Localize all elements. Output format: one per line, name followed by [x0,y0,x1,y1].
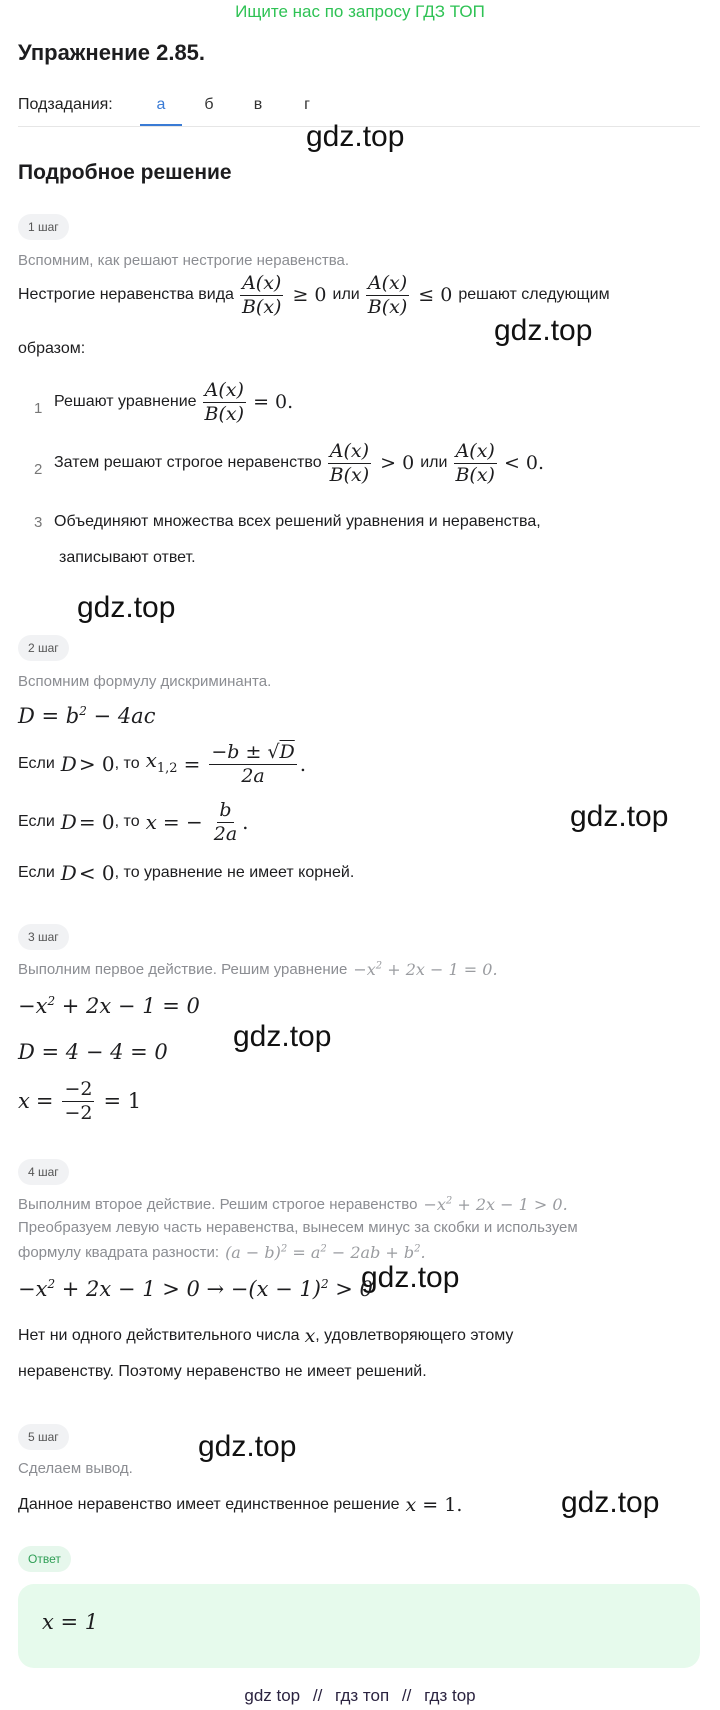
answer-box [18,1584,700,1668]
footer-link[interactable]: gdz top [244,1686,301,1705]
step4-paragraph: неравенству. Поэтому неравенство не имеет решений. [18,1363,427,1380]
step5-paragraph: Данное неравенство имеет единственное решение x = 1. [18,1494,463,1516]
top-banner[interactable]: Ищите нас по запросу ГДЗ ТОП [235,2,485,21]
answer-badge: Ответ [18,1546,71,1572]
footer-link[interactable]: гдз топ [335,1686,390,1705]
watermark: gdz.top [306,120,405,153]
watermark: gdz.top [570,800,669,833]
step2-line: Если D > 0 , то $x_{1,2}$ = $\frac{-b \pm √D}{2a}$ . [18,741,307,787]
step4-paragraph: Нет ни одного действительного числа x , удовлетворяющего этому [18,1325,514,1347]
step1-paragraph: Нестрогие неравенства вида $\frac{A(x)}{B(x)}$ ≥ 0 или $\frac{A(x)}{B(x)}$ ≤ 0 решают следующим [18,272,610,318]
watermark: gdz.top [198,1430,297,1463]
step-hint: Выполним первое действие. Решим уравнение $-x^2 + 2x - 1 = 0$. [18,960,498,979]
step2-line: Если D = 0 , то x = − $\frac{b}{2a}$ . [18,799,249,845]
footer-links [0,1686,720,1706]
step-hint: формулу квадрата разности: $(a - b)^2 = a^2 - 2ab + b^2$. [18,1243,426,1262]
watermark: gdz.top [494,314,593,347]
subtasks-label: Подзадания: [18,96,113,113]
step-hint: Вспомним формулу дискриминанта. [18,673,272,690]
list-item: Решают уравнение $\frac{A(x)}{B(x)}$ = 0. [54,379,294,425]
list-number: 2 [34,461,43,478]
step-hint: Вспомним, как решают нестрогие неравенства. [18,252,350,269]
step1-paragraph-end: образом: [18,340,86,357]
formula: D = 4 − 4 = 0 [18,1040,168,1064]
footer-separator: // [312,1686,323,1705]
formula: $D = b^2 - 4ac$ [18,704,156,728]
step-badge: 3 шаг [18,924,69,950]
answer-formula: x = 1 [42,1610,99,1634]
step2-line: Если D < 0 , то уравнение не имеет корней. [18,861,355,885]
section-title: Подробное решение [18,161,232,184]
formula: $-x^2 + 2x - 1 > 0 \to -(x - 1)^2 > 0$ [18,1277,373,1301]
list-item: Объединяют множества всех решений уравнения и неравенства, [54,513,541,530]
list-number: 3 [34,514,43,531]
formula: x = $\frac{-2}{-2}$ = 1 [18,1078,142,1124]
list-item: Затем решают строгое неравенство $\frac{A(x)}{B(x)}$ > 0 или $\frac{A(x)}{B(x)}$ < 0. [54,440,545,486]
step-badge: 2 шаг [18,635,69,661]
footer-separator: // [401,1686,412,1705]
active-tab-indicator [140,124,182,126]
step-badge: 5 шаг [18,1424,69,1450]
page-title: Упражнение 2.85. [18,40,206,65]
footer-link[interactable]: гдз top [424,1686,476,1705]
watermark: gdz.top [233,1020,332,1053]
formula: $-x^2 + 2x - 1 = 0$ [18,994,200,1018]
tab-g[interactable]: г [304,96,310,113]
watermark: gdz.top [361,1261,460,1294]
watermark: gdz.top [77,591,176,624]
step-hint: Преобразуем левую часть неравенства, вынесем минус за скобки и используем [18,1219,578,1236]
watermark: gdz.top [561,1486,660,1519]
step-hint: Выполним второе действие. Решим строгое неравенство $-x^2 + 2x - 1 > 0$. [18,1195,568,1214]
tab-v[interactable]: в [253,96,263,113]
step-badge: 1 шаг [18,214,69,240]
tab-b[interactable]: б [204,96,214,113]
step-badge: 4 шаг [18,1159,69,1185]
step-hint: Сделаем вывод. [18,1460,133,1477]
list-item-cont: записывают ответ. [59,549,196,566]
list-number: 1 [34,400,43,417]
tab-a[interactable]: а [156,96,166,113]
